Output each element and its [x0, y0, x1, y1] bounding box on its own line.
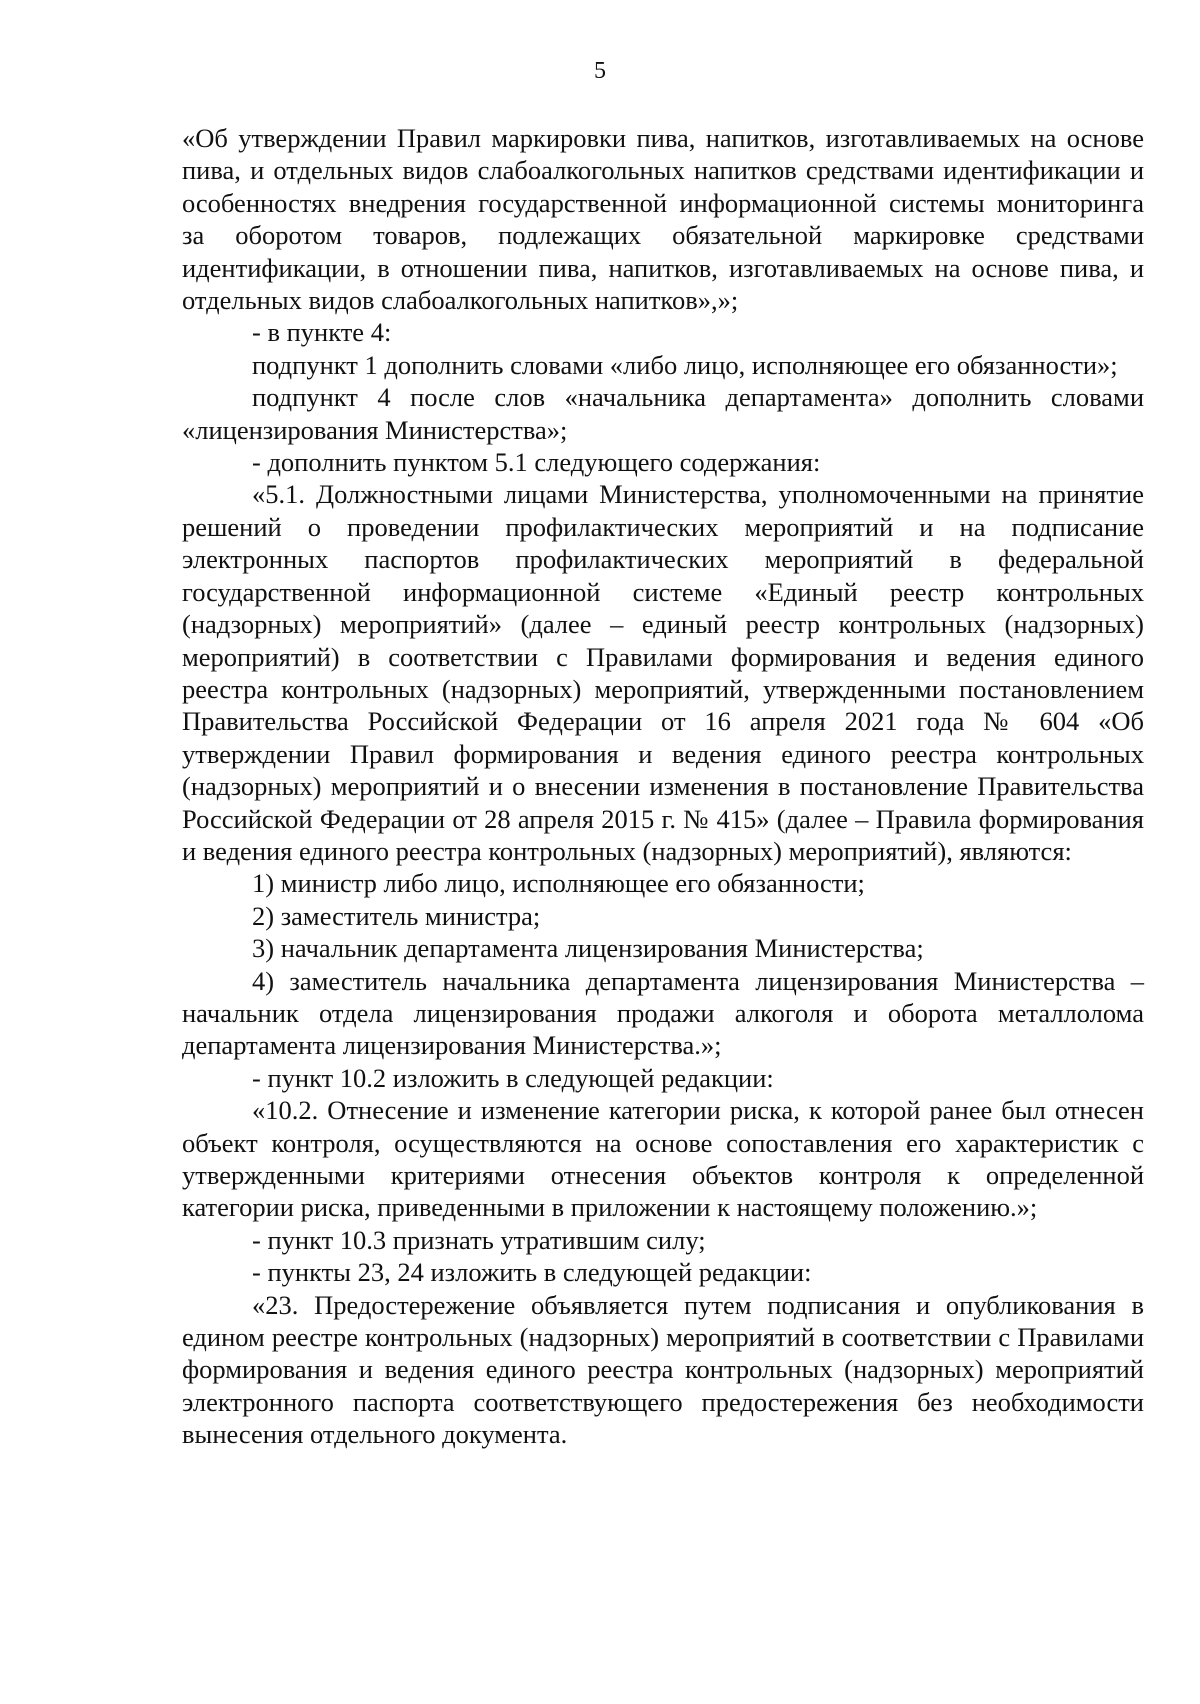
list-item-1: 1) министр либо лицо, исполняющее его обязанности; — [252, 868, 865, 899]
paragraph-points-23-24-heading: - пункты 23, 24 изложить в следующей редакции: — [252, 1257, 812, 1288]
document-body — [182, 122, 1144, 1451]
paragraph-point-4-heading: - в пункте 4: — [252, 317, 392, 348]
paragraph-point-5-1: «5.1. Должностными лицами Министерства, уполномоченными на принятие решений о проведении профилактических мероприятий и на подписание электронных паспортов профилактических мероприятий в федеральной государственной информационной системе «Единый реестр контрольных (надзорных) мероприятий» (далее – единый реестр контрольных (надзорных) мероприятий) в соответствии с Правилами формирования и ведения единого реестра контрольных (надзорных) мероприятий, утвержденными постановлением Правительства Российской Федерации от 16 апреля 2021 года № 604 «Об утверждении Правил формирования и ведения единого реестра контрольных (надзорных) мероприятий и о внесении изменения в постановление Правительства Российской Федерации от 28 апреля 2015 г. № 415» (далее – Правила формирования и ведения единого реестра контрольных (надзорных) мероприятий), являются: — [182, 479, 1144, 866]
paragraph-point-23: «23. Предостережение объявляется путем подписания и опубликования в едином реестре контрольных (надзорных) мероприятий в соответствии с Правилами формирования и ведения единого реестра контрольных (надзорных) мероприятий электронного паспорта соответствующего предостережения без необходимости вынесения отдельного документа. — [182, 1289, 1144, 1450]
paragraph-point-10-3: - пункт 10.3 признать утратившим силу; — [252, 1224, 706, 1255]
paragraph-subpoint-4: подпункт 4 после слов «начальника департамента» дополнить словами «лицензирования Министерства»; — [182, 382, 1144, 445]
paragraph-add-point-5-1: - дополнить пунктом 5.1 следующего содержания: — [252, 447, 821, 478]
paragraph-subpoint-1: подпункт 1 дополнить словами «либо лицо, исполняющее его обязанности»; — [252, 349, 1118, 380]
list-item-3: 3) начальник департамента лицензирования Министерства; — [252, 933, 924, 964]
paragraph-point-10-2: «10.2. Отнесение и изменение категории риска, к которой ранее был отнесен объект контроля, осуществляются на основе сопоставления его характеристик с утвержденными критериями отнесения объектов контроля к определенной категории риска, приведенными в приложении к настоящему положению.»; — [182, 1095, 1144, 1223]
page-number: 5 — [594, 58, 606, 84]
list-item-2: 2) заместитель министра; — [252, 900, 541, 931]
paragraph-regulation-title: «Об утверждении Правил маркировки пива, напитков, изготавливаемых на основе пива, и отдельных видов слабоалкогольных напитков средствами идентификации и особенностях внедрения государственной информационной системы мониторинга за оборотом товаров, подлежащих обязательной маркировке средствами идентификации, в отношении пива, напитков, изготавливаемых на основе пива, и отдельных видов слабоалкогольных напитков»,»; — [182, 123, 1144, 316]
paragraph-point-10-2-heading: - пункт 10.2 изложить в следующей редакции: — [252, 1062, 774, 1093]
list-item-4: 4) заместитель начальника департамента лицензирования Министерства – начальник отдела лицензирования продажи алкоголя и оборота металлолома департамента лицензирования Министерства.»; — [182, 965, 1144, 1061]
